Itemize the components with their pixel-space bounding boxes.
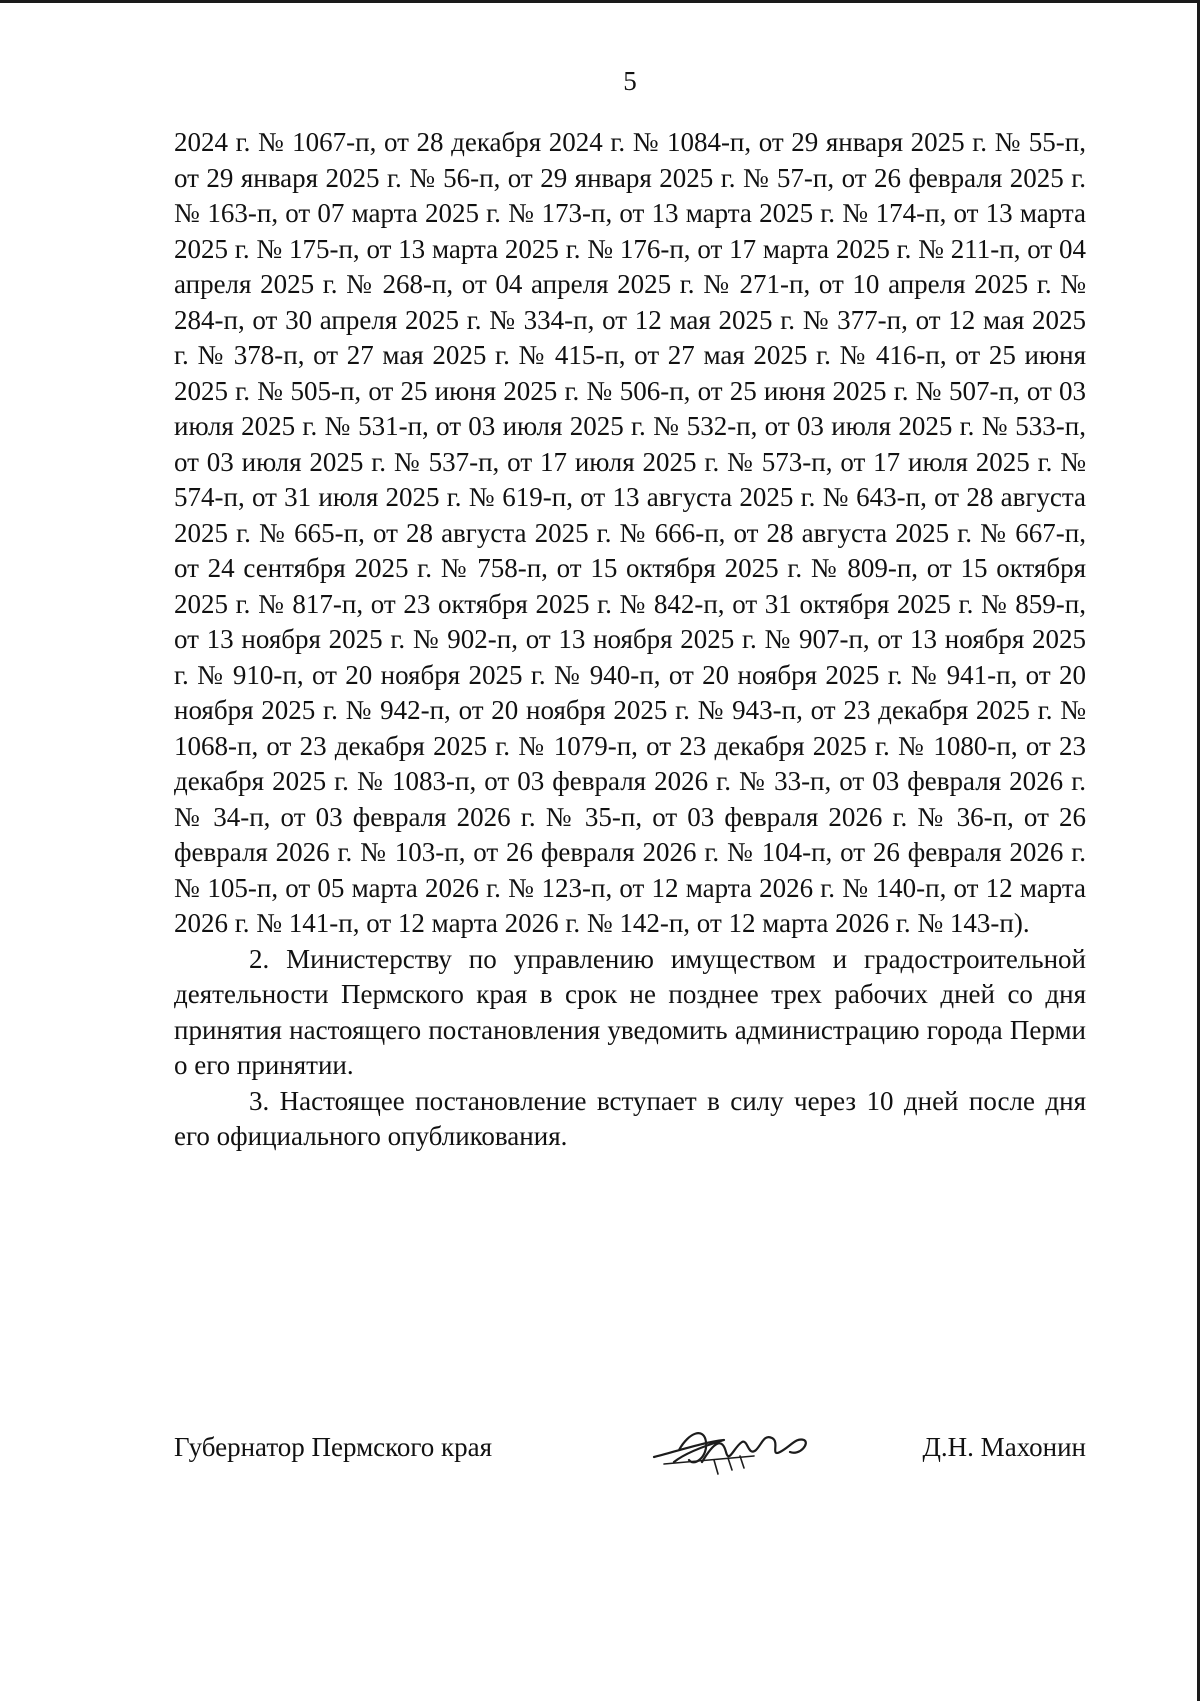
page-number: 5 [623,66,637,96]
paragraph-item-2: 2. Министерству по управлению имуществом и градостроительной деятельности Пермского края в срок не позднее трех рабочих дней со дня принятия настоящего постановления уведомить администрацию города Перми о его принятии. [174,943,1086,1080]
paragraph-continuation: 2024 г. № 1067-п, от 28 декабря 2024 г. № 1084-п, от 29 января 2025 г. № 55-п, от 29 января 2025 г. № 56-п, от 29 января 2025 г. № 57-п, от 26 февраля 2025 г. № 163-п, от 07 марта 2025 г. № 173-п, от 13 марта 2025 г. № 174-п, от 13 марта 2025 г. № 175-п, от 13 марта 2025 г. № 176-п, от 17 марта 2025 г. № 211-п, от 04 апреля 2025 г. № 268-п, от 04 апреля 2025 г. № 271-п, от 10 апреля 2025 г. № 284-п, от 30 апреля 2025 г. № 334-п, от 12 мая 2025 г. № 377-п, от 12 мая 2025 г. № 378-п, от 27 мая 2025 г. № 415-п, от 27 мая 2025 г. № 416-п, от 25 июня 2025 г. № 505-п, от 25 июня 2025 г. № 506-п, от 25 июня 2025 г. № 507-п, от 03 июля 2025 г. № 531-п, от 03 июля 2025 г. № 532-п, от 03 июля 2025 г. № 533-п, от 03 июля 2025 г. № 537-п, от 17 июля 2025 г. № 573-п, от 17 июля 2025 г. № 574-п, от 31 июля 2025 г. № 619-п, от 13 августа 2025 г. № 643-п, от 28 августа 2025 г. № 665-п, от 28 августа 2025 г. № 666-п, от 28 августа 2025 г. № 667-п, от 24 сентября 2025 г. № 758-п, от 15 октября 2025 г. № 809-п, от 15 октября 2025 г. № 817-п, от 23 октября 2025 г. № 842-п, от 31 октября 2025 г. № 859-п, от 13 ноября 2025 г. № 902-п, от 13 ноября 2025 г. № 907-п, от 13 ноября 2025 г. № 910-п, от 20 ноября 2025 г. № 940-п, от 20 ноября 2025 г. № 941-п, от 20 ноября 2025 г. № 942-п, от 20 ноября 2025 г. № 943-п, от 23 декабря 2025 г. № 1068-п, от 23 декабря 2025 г. № 1079-п, от 23 декабря 2025 г. № 1080-п, от 23 декабря 2025 г. № 1083-п, от 03 февраля 2026 г. № 33-п, от 03 февраля 2026 г. № 34-п, от 03 февраля 2026 г. № 35-п, от 03 февраля 2026 г. № 36-п, от 26 февраля 2026 г. № 103-п, от 26 февраля 2026 г. № 104-п, от 26 февраля 2026 г. № 105-п, от 05 марта 2026 г. № 123-п, от 12 марта 2026 г. № 140-п, от 12 марта 2026 г. № 141-п, от 12 марта 2026 г. № 142-п, от 12 марта 2026 г. № 143-п). [174,127,1086,938]
signatory-position: Губернатор Пермского края [174,1432,493,1462]
document-body [174,125,1086,1155]
handwritten-signature [644,1412,814,1482]
signature-block [174,1420,1086,1500]
page-border-top [0,0,1200,3]
paragraph-item-3: 3. Настоящее постановление вступает в силу через 10 дней после дня его официального опубликования. [174,1085,1086,1151]
signatory-name: Д.Н. Махонин [922,1432,1086,1462]
